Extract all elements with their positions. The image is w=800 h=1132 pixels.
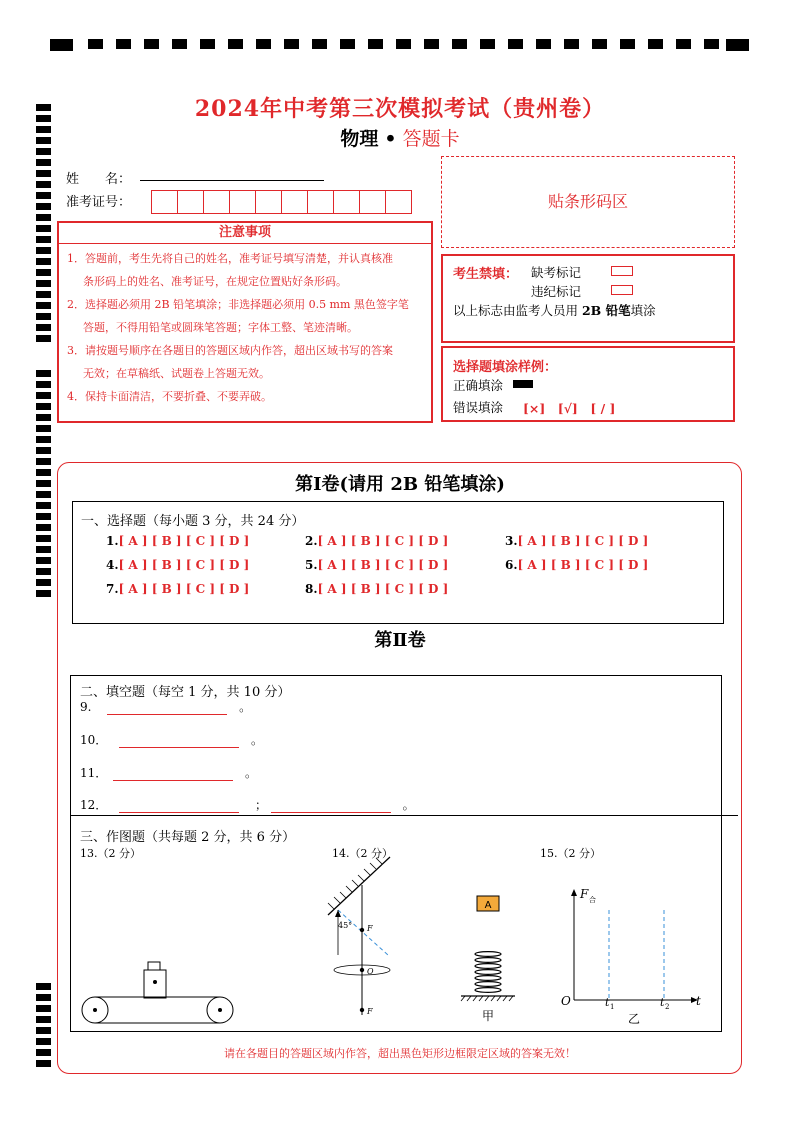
- fill-sample-panel: [441, 346, 735, 422]
- barcode-label: 贴条形码区: [547, 192, 628, 211]
- t1-subscript: 1: [610, 1003, 615, 1011]
- answer-line-11[interactable]: [113, 780, 233, 781]
- fill-question-10: 10． 。: [80, 733, 263, 747]
- notice-item: 答题，不得用铅笔或圆珠笔答题；字体工整、笔迹清晰。: [83, 321, 358, 334]
- wrong-fill-label: 错误填涂: [453, 400, 504, 415]
- id-digit-box[interactable]: [333, 190, 360, 214]
- choice-section: [72, 501, 724, 624]
- figure-jia-label: 甲: [481, 1009, 495, 1023]
- name-field[interactable]: [140, 166, 324, 181]
- id-digit-box[interactable]: [229, 190, 256, 214]
- question-8[interactable]: 8.[ A ] [ B ] [ C ] [ D ]: [305, 582, 449, 596]
- id-digit-box[interactable]: [255, 190, 282, 214]
- question-1[interactable]: 1.[ A ] [ B ] [ C ] [ D ]: [106, 534, 250, 548]
- exam-rules-note: 以上标志由监考人员用 2B 铅笔填涂: [453, 303, 656, 318]
- subject-label: 物理: [340, 128, 379, 150]
- question-7[interactable]: 7.[ A ] [ B ] [ C ] [ D ]: [106, 582, 250, 596]
- notice-item: 4．保持卡面清洁，不要折叠、不要弄破。: [67, 390, 272, 403]
- force-time-graph: [558, 882, 708, 1027]
- t2-subscript: 2: [665, 1003, 670, 1011]
- axis-f-label: F: [580, 887, 589, 901]
- card-label: 答题卡: [402, 128, 460, 150]
- focus-label-lower: F: [367, 1007, 373, 1016]
- axis-t-label: t: [696, 994, 701, 1008]
- barcode-area: [441, 156, 735, 248]
- exam-rules-title: 考生禁填：: [453, 267, 519, 282]
- angle-label: 45°: [338, 921, 353, 930]
- card-subtitle: [0, 124, 800, 151]
- fill-question-11: 11． 。: [80, 766, 257, 780]
- t2-label: t: [660, 996, 665, 1009]
- part2-heading: 第Ⅱ卷: [374, 630, 426, 651]
- conveyor-belt-figure: [78, 958, 238, 1028]
- id-digit-box[interactable]: [281, 190, 308, 214]
- id-digit-box[interactable]: [177, 190, 204, 214]
- correct-fill-sample: [513, 380, 533, 388]
- question-3[interactable]: 3.[ A ] [ B ] [ C ] [ D ]: [505, 534, 649, 548]
- answer-line-12a[interactable]: [119, 812, 239, 813]
- block-a-label: A: [484, 900, 492, 911]
- spring-block-figure: [455, 890, 525, 1025]
- q13-label: 13.（2 分）: [80, 847, 141, 860]
- focus-label-upper: F: [367, 924, 373, 933]
- exam-id-boxes[interactable]: [152, 190, 412, 214]
- t1-label: t: [605, 996, 610, 1009]
- exam-title: 2024年中考第三次模拟考试（贵州卷）: [194, 96, 606, 122]
- notice-box: [57, 221, 433, 423]
- notice-item: 2．选择题必须用 2B 铅笔填涂；非选择题必须用 0.5 mm 黑色签字笔: [67, 298, 409, 311]
- choice-section-title: 一、选择题（每小题 3 分，共 24 分）: [81, 514, 305, 529]
- q15-label: 15.（2 分）: [540, 847, 601, 860]
- violation-mark-box[interactable]: [611, 285, 633, 295]
- correct-fill-label: 正确填涂: [453, 378, 504, 393]
- notice-item: 条形码上的姓名、准考证号，在规定位置贴好条形码。: [83, 275, 347, 288]
- question-6[interactable]: 6.[ A ] [ B ] [ C ] [ D ]: [505, 558, 649, 572]
- exam-id-label: 准考证号：: [66, 195, 132, 210]
- question-2[interactable]: 2.[ A ] [ B ] [ C ] [ D ]: [305, 534, 449, 548]
- id-digit-box[interactable]: [307, 190, 334, 214]
- footer-note: 请在各题目的答题区域内作答，超出黑色矩形边框限定区域的答案无效！: [224, 1047, 576, 1060]
- absent-mark-box[interactable]: [611, 266, 633, 276]
- question-4[interactable]: 4.[ A ] [ B ] [ C ] [ D ]: [106, 558, 250, 572]
- q14-label: 14.（2 分）: [332, 847, 393, 860]
- id-digit-box[interactable]: [359, 190, 386, 214]
- wrong-fill-samples: [×] [√] [ / ]: [523, 401, 616, 416]
- id-digit-box[interactable]: [151, 190, 178, 214]
- id-digit-box[interactable]: [203, 190, 230, 214]
- answer-line-12b[interactable]: [271, 812, 391, 813]
- exam-rules-panel: [441, 254, 735, 343]
- fill-sample-title: 选择题填涂样例：: [453, 360, 558, 375]
- mirror-ray-figure: [320, 855, 400, 1025]
- notice-item: 无效；在草稿纸、试题卷上答题无效。: [83, 367, 270, 380]
- violation-label: 违纪标记: [531, 284, 582, 299]
- axis-origin-label: O: [561, 994, 571, 1008]
- section-divider: [70, 815, 738, 816]
- notice-heading: 注意事项: [59, 223, 431, 244]
- axis-f-subscript: 合: [589, 896, 596, 904]
- answer-line-10[interactable]: [119, 747, 239, 748]
- subtitle-dot: •: [384, 128, 397, 150]
- notice-item: 1．答题前，考生先将自己的姓名，准考证号填写清楚，并认真核准: [67, 252, 393, 265]
- part1-heading: 第Ⅰ卷(请用 2B 铅笔填涂): [295, 474, 505, 495]
- fill-question-9: 9. 。: [80, 700, 252, 714]
- optical-center-label: O: [367, 967, 374, 976]
- draw-section-title: 三、作图题（共每题 2 分，共 6 分）: [80, 830, 296, 845]
- figure-yi-label: 乙: [627, 1012, 641, 1026]
- fill-section-title: 二、填空题（每空 1 分，共 10 分）: [80, 685, 291, 700]
- name-label: 姓 名：: [66, 172, 132, 187]
- answer-line-9[interactable]: [107, 714, 227, 715]
- question-5[interactable]: 5.[ A ] [ B ] [ C ] [ D ]: [305, 558, 449, 572]
- id-digit-box[interactable]: [385, 190, 412, 214]
- absent-label: 缺考标记: [531, 265, 582, 280]
- notice-item: 3．请按题号顺序在各题目的答题区域内作答，超出区域书写的答案: [67, 344, 393, 357]
- fill-question-12: 12． ； 。: [80, 798, 415, 812]
